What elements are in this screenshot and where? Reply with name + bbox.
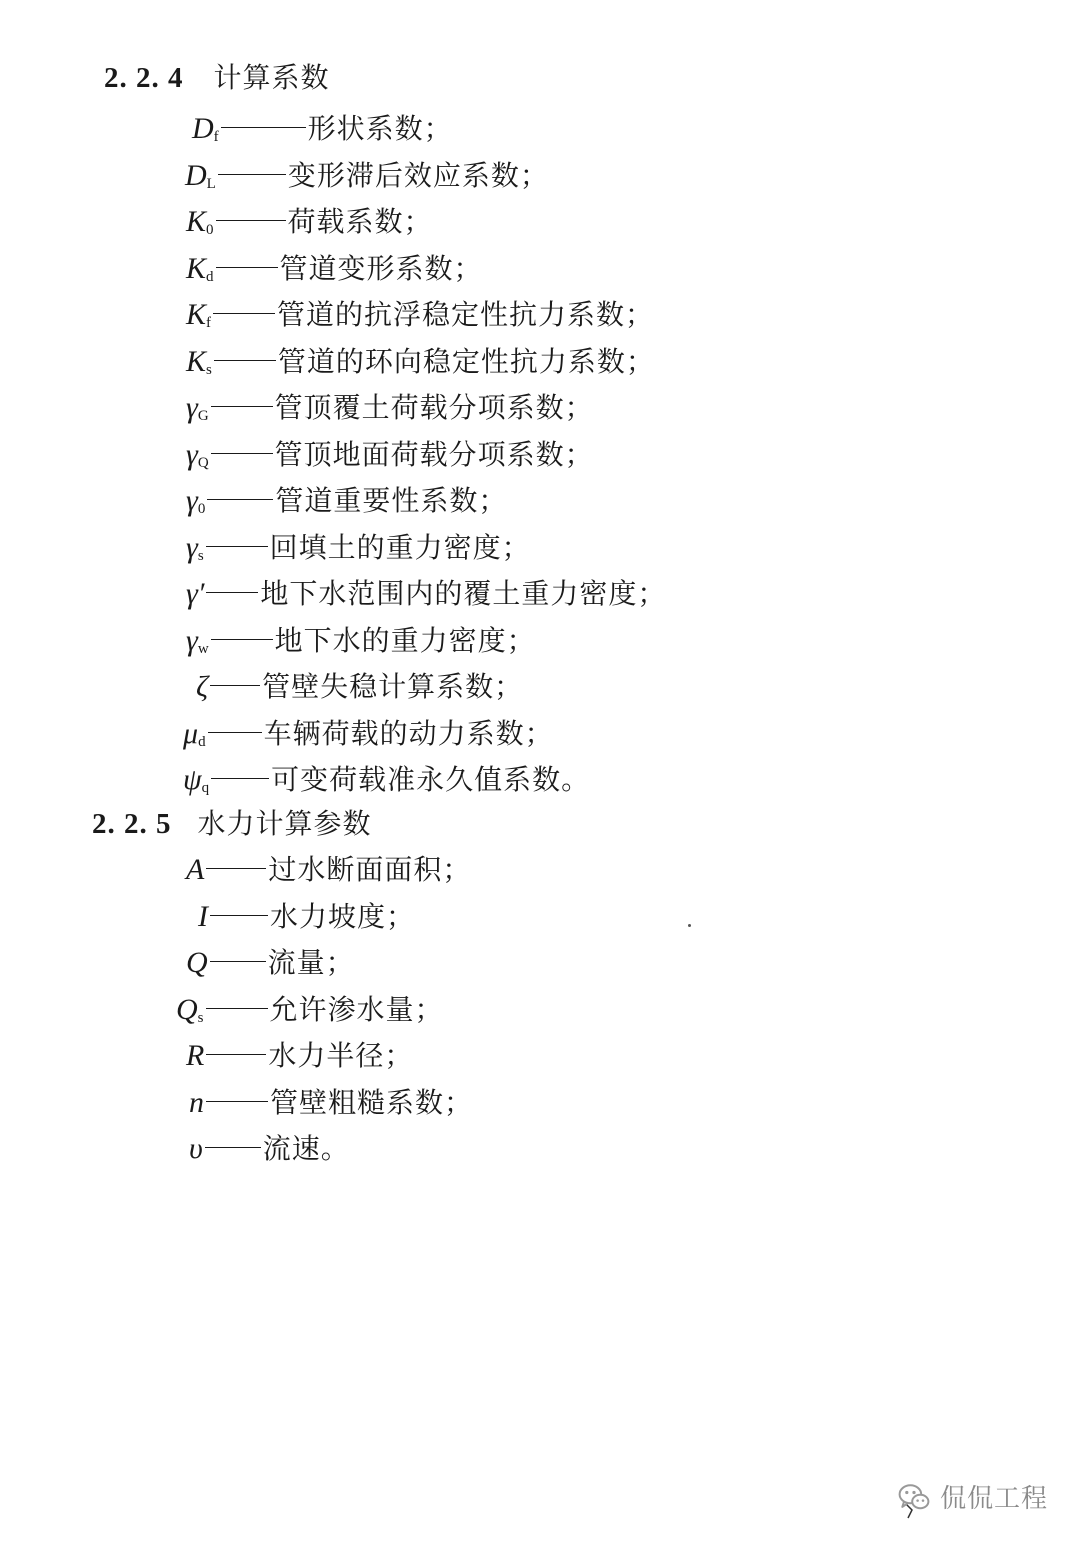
em-dash	[213, 313, 275, 314]
definition-text: 过水断面面积；	[268, 853, 472, 886]
symbol	[196, 672, 208, 702]
definition-row	[186, 948, 355, 986]
watermark	[896, 1478, 1048, 1515]
symbol-main: γ	[186, 623, 198, 657]
definition-row	[176, 992, 444, 1033]
em-dash	[216, 220, 286, 221]
definition-text: 管壁粗糙系数；	[270, 1085, 474, 1119]
symbol-subscript: L	[206, 175, 216, 192]
symbol	[189, 1085, 204, 1119]
em-dash	[214, 360, 276, 361]
definition-text: 管壁失稳计算系数；	[262, 670, 524, 703]
symbol-main: γ′	[186, 577, 205, 610]
symbol-main: K	[186, 205, 207, 238]
symbol	[186, 486, 205, 517]
symbol-main: μ	[183, 716, 199, 750]
symbol-subscript: d	[206, 268, 214, 285]
em-dash	[221, 127, 306, 128]
symbol-main: ψ	[183, 763, 202, 796]
definition-text: 水力半径；	[268, 1039, 414, 1072]
section-heading-2-2-5	[92, 807, 372, 840]
definition-row	[183, 716, 554, 757]
symbol-main: R	[186, 1039, 205, 1072]
symbol-main: D	[185, 158, 207, 192]
symbol	[186, 579, 204, 609]
definition-row	[186, 1041, 413, 1079]
symbol-subscript: d	[198, 733, 206, 750]
em-dash	[206, 1008, 268, 1009]
symbol	[186, 948, 208, 978]
symbol-subscript: w	[197, 640, 209, 657]
definition-text: 水力坡度；	[270, 899, 416, 933]
definition-text: 车辆荷载的动力系数；	[263, 716, 554, 750]
definition-row	[186, 393, 594, 431]
definition-row	[186, 623, 536, 664]
symbol	[186, 344, 212, 378]
symbol-subscript: 0	[206, 222, 214, 238]
definition-row	[189, 1134, 350, 1172]
definition-text: 管道重要性系数；	[275, 484, 508, 517]
symbol-main: γ	[186, 484, 198, 517]
symbol	[186, 855, 204, 885]
symbol	[186, 623, 209, 657]
symbol-subscript: f	[213, 129, 219, 145]
symbol-main: n	[189, 1085, 204, 1119]
symbol	[186, 251, 214, 285]
symbol	[186, 393, 209, 424]
symbol-main: A	[186, 853, 205, 886]
symbol-subscript: q	[201, 780, 210, 796]
em-dash	[211, 406, 273, 407]
definition-text: 管道变形系数；	[279, 251, 483, 285]
symbol-main: Q	[186, 946, 208, 979]
em-dash	[206, 868, 266, 869]
symbol-main: γ	[186, 391, 198, 424]
section-title: 计算系数	[213, 61, 330, 94]
symbol-main: I	[198, 899, 208, 933]
symbol-main: ζ	[196, 670, 209, 703]
em-dash	[211, 453, 273, 454]
section-number: 2. 2. 4	[104, 62, 184, 94]
definition-row	[186, 437, 594, 478]
symbol	[192, 114, 219, 145]
definition-row	[186, 207, 433, 245]
symbol	[186, 207, 214, 238]
watermark-text: 侃侃工程	[940, 1484, 1049, 1514]
section-title: 水力计算参数	[197, 807, 372, 840]
em-dash	[206, 1054, 266, 1055]
definition-row	[183, 765, 590, 803]
definition-text: 管道的抗浮稳定性抗力系数；	[277, 298, 655, 331]
definition-row	[186, 530, 531, 571]
symbol-main: γ	[186, 530, 198, 564]
symbol-main: K	[186, 344, 207, 378]
symbol	[186, 300, 211, 331]
definition-text: 流速。	[262, 1132, 350, 1165]
symbol	[185, 158, 216, 192]
symbol-subscript: Q	[197, 454, 209, 471]
symbol	[186, 437, 209, 471]
definition-row	[185, 158, 549, 199]
symbol-main: υ	[189, 1132, 203, 1165]
symbol	[198, 899, 208, 933]
em-dash	[211, 778, 269, 779]
definition-row	[189, 1085, 474, 1126]
em-dash	[216, 267, 278, 268]
symbol-subscript: G	[197, 408, 209, 424]
definition-text: 可变荷载准永久值系数。	[271, 763, 591, 796]
definition-row	[186, 486, 507, 524]
scan-speck	[688, 924, 691, 927]
em-dash	[208, 732, 262, 733]
em-dash	[206, 1101, 268, 1102]
symbol-subscript: s	[197, 547, 204, 564]
definition-text: 地下水的重力密度；	[274, 623, 536, 657]
definition-text: 流量；	[267, 946, 355, 979]
symbol-main: K	[186, 251, 207, 285]
definition-text: 允许渗水量；	[269, 992, 444, 1026]
definition-row	[186, 300, 654, 338]
em-dash	[210, 685, 260, 686]
definition-text: 变形滞后效应系数；	[287, 158, 549, 192]
definition-text: 地下水范围内的覆土重力密度；	[260, 577, 667, 610]
symbol	[189, 1134, 203, 1164]
symbol-subscript: s	[206, 361, 212, 378]
wechat-icon	[896, 1479, 932, 1515]
symbol	[183, 716, 206, 750]
definition-row	[186, 251, 483, 292]
em-dash	[206, 592, 258, 593]
em-dash	[205, 1147, 261, 1148]
definition-row	[186, 579, 666, 617]
em-dash	[210, 961, 266, 962]
symbol-subscript: 0	[197, 501, 206, 517]
symbol-main: K	[186, 298, 207, 331]
em-dash	[210, 915, 268, 916]
symbol-main: Q	[176, 992, 198, 1026]
definition-text: 荷载系数；	[287, 205, 433, 238]
symbol	[186, 1041, 204, 1071]
symbol	[183, 765, 209, 796]
definition-text: 回填土的重力密度；	[269, 530, 531, 564]
definition-text: 形状系数；	[307, 112, 453, 145]
em-dash	[206, 546, 268, 547]
definition-row	[196, 672, 523, 710]
symbol-main: D	[192, 112, 214, 145]
section-heading-2-2-4	[104, 61, 330, 94]
definition-row	[186, 855, 471, 893]
symbol-main: γ	[186, 437, 198, 471]
definition-text: 管道的环向稳定性抗力系数；	[277, 344, 655, 378]
symbol-subscript: s	[197, 1009, 204, 1026]
definition-row	[192, 114, 453, 152]
definition-row	[186, 344, 655, 385]
em-dash	[211, 639, 273, 640]
em-dash	[207, 499, 273, 500]
symbol	[176, 992, 204, 1026]
definition-text: 管顶地面荷载分项系数；	[274, 437, 594, 471]
em-dash	[218, 174, 286, 175]
symbol	[186, 530, 204, 564]
definition-text: 管顶覆土荷载分项系数；	[274, 391, 594, 424]
definition-row	[198, 899, 416, 940]
section-number: 2. 2. 5	[92, 808, 172, 840]
symbol-subscript: f	[206, 315, 212, 331]
